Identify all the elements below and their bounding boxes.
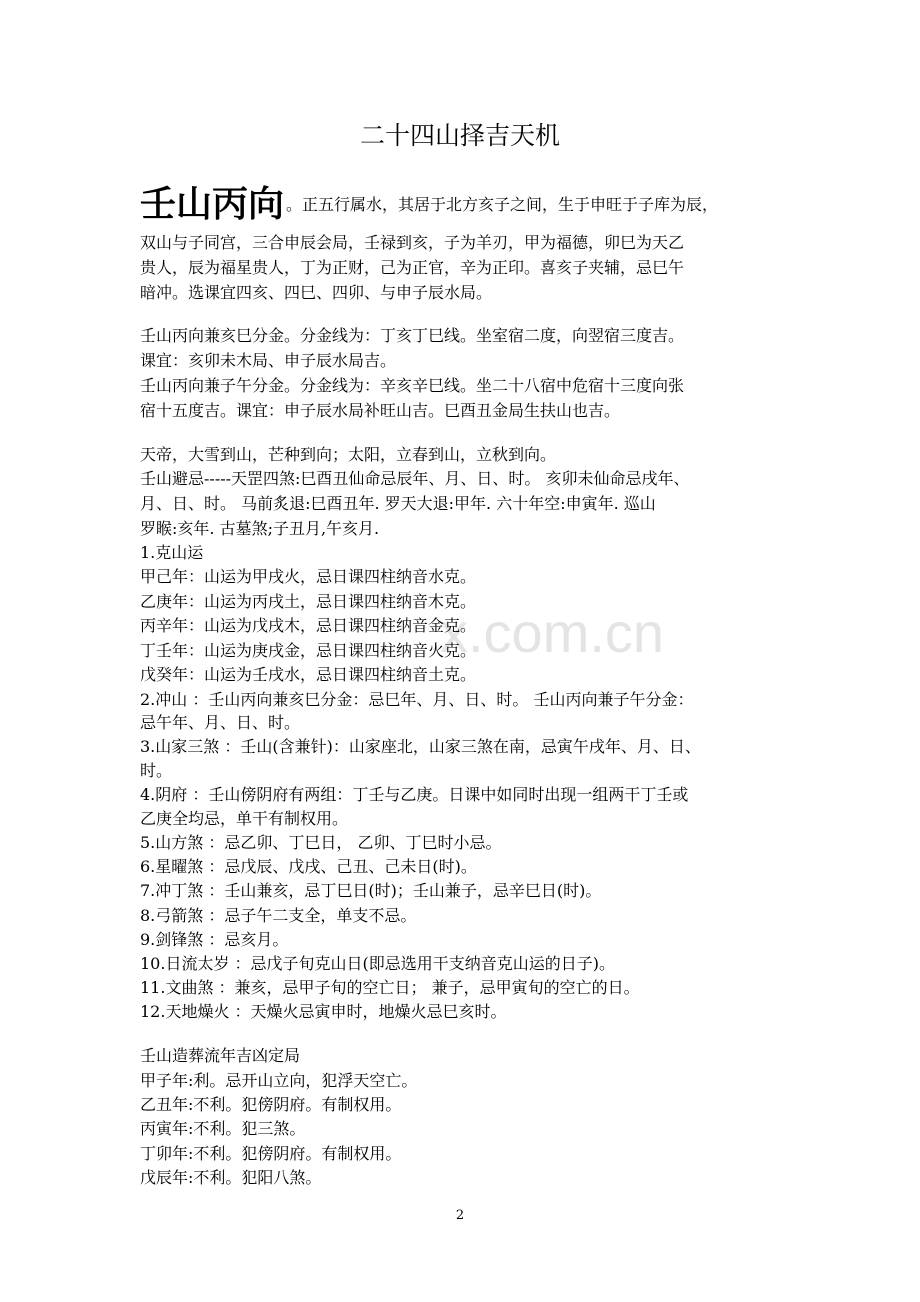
text-line: 9.剑锋煞 ：忌亥月。	[140, 930, 289, 949]
text-line: 丁壬年：山运为庚戌金，忌日课四柱纳音火克。	[140, 641, 477, 660]
text-line: 宿十五度吉。课宜：申子辰水局补旺山吉。巳酉丑金局生扶山也吉。	[140, 401, 621, 420]
text-line: 时。	[140, 761, 173, 780]
text-line: 戊辰年:不利。犯阳八煞。	[140, 1168, 322, 1187]
text-line: 10.日流太岁 ：忌戊子旬克山日(即忌选用干支纳音克山运的日子)。	[140, 954, 616, 973]
text-line: 6.星曜煞 ：忌戊辰、戊戌、己丑、己未日(时)。	[140, 857, 477, 876]
text-line: 7.冲丁煞 ：壬山兼亥，忌丁巳日(时)；壬山兼子，忌辛巳日(时)。	[140, 881, 602, 900]
watermark: x.com.cn	[440, 601, 665, 664]
section-heading: 壬山丙向	[140, 184, 285, 225]
text-line: 丙寅年:不利。犯三煞。	[140, 1119, 306, 1138]
text-line: 甲己年：山运为甲戌火，忌日课四柱纳音水克。	[140, 567, 477, 586]
text-line: 3.山家三煞 ：壬山(含兼针)：山家座北，山家三煞在南，忌寅午戌年、月、日、	[140, 737, 701, 756]
page-title: 二十四山择吉天机	[359, 121, 560, 150]
text-line: 12.天地燥火 ：天燥火忌寅申时，地燥火忌巳亥时。	[140, 1002, 507, 1021]
text-line: 乙庚全均忌，单干有制权用。	[140, 809, 349, 828]
text-line: 壬山丙向 。正五行属水，其居于北方亥子之间，生于申旺于子库为辰，	[140, 184, 719, 225]
text-line: 天帝，大雪到山，芒种到向；太阳，立春到山，立秋到向。	[140, 445, 557, 464]
text-line: 8.弓箭煞 ：忌子午二支全，单支不忌。	[140, 906, 417, 925]
text-line: 甲子年:利。忌开山立向，犯浮天空亡。	[140, 1071, 418, 1090]
page-number: 2	[455, 1208, 465, 1223]
text-line: 2.冲山 ：壬山丙向兼亥巳分金：忌巳年、月、日、时。 壬山丙向兼子午分金：	[140, 690, 694, 709]
text-line: 戊癸年：山运为壬戌水，忌日课四柱纳音土克。	[140, 665, 477, 684]
text-line: 课宜：亥卯未木局、申子辰水局吉。	[140, 351, 397, 370]
text-line: 忌午年、月、日、时。	[140, 713, 301, 732]
text-line: 壬山避忌-----天罡四煞:巳酉丑仙命忌辰年、月、日、时。 亥卯未仙命忌戌年、	[140, 469, 690, 488]
text-line: 壬山丙向兼亥巳分金。分金线为：丁亥丁巳线。坐室宿二度，向翌宿三度吉。	[140, 326, 685, 345]
text-line: 罗睺:亥年. 古墓煞;子丑月,午亥月.	[140, 519, 380, 538]
text-line: 暗冲。选课宜四亥、四巳、四卯、与申子辰水局。	[140, 283, 493, 302]
text-line: 丁卯年:不利。犯傍阴府。有制权用。	[140, 1144, 402, 1163]
text-line: 4.阴府 ：壬山傍阴府有两组：丁壬与乙庚。日课中如同时出现一组两干丁壬或	[140, 785, 689, 804]
text-line: 月、日、时。 马前炙退:巳酉丑年. 罗天大退:甲年. 六十年空:申寅年. 巡山	[140, 494, 656, 513]
text-line: 双山与子同宫，三合申辰会局，壬禄到亥，子为羊刃，甲为福德，卯巳为天乙	[140, 233, 685, 252]
text-line: 贵人，辰为福星贵人，丁为正财，己为正官，辛为正印。喜亥子夹辅，忌巳午	[140, 258, 685, 277]
text-line: 丙辛年：山运为戊戌木，忌日课四柱纳音金克。	[140, 616, 477, 635]
text-line: 5.山方煞 ：忌乙卯、丁巳日， 乙卯、丁巳时小忌。	[140, 833, 502, 852]
text-line: 乙丑年:不利。犯傍阴府。有制权用。	[140, 1095, 402, 1114]
text-line: 11.文曲煞 ：兼亥，忌甲子旬的空亡日； 兼子，忌甲寅旬的空亡的日。	[140, 978, 640, 997]
text-line: 1.克山运	[140, 543, 204, 562]
text-line: 壬山造葬流年吉凶定局	[140, 1046, 301, 1065]
text-line: 壬山丙向兼子午分金。分金线为：辛亥辛巳线。坐二十八宿中危宿十三度向张	[140, 376, 685, 395]
text-line: 乙庚年：山运为丙戌土，忌日课四柱纳音木克。	[140, 592, 477, 611]
